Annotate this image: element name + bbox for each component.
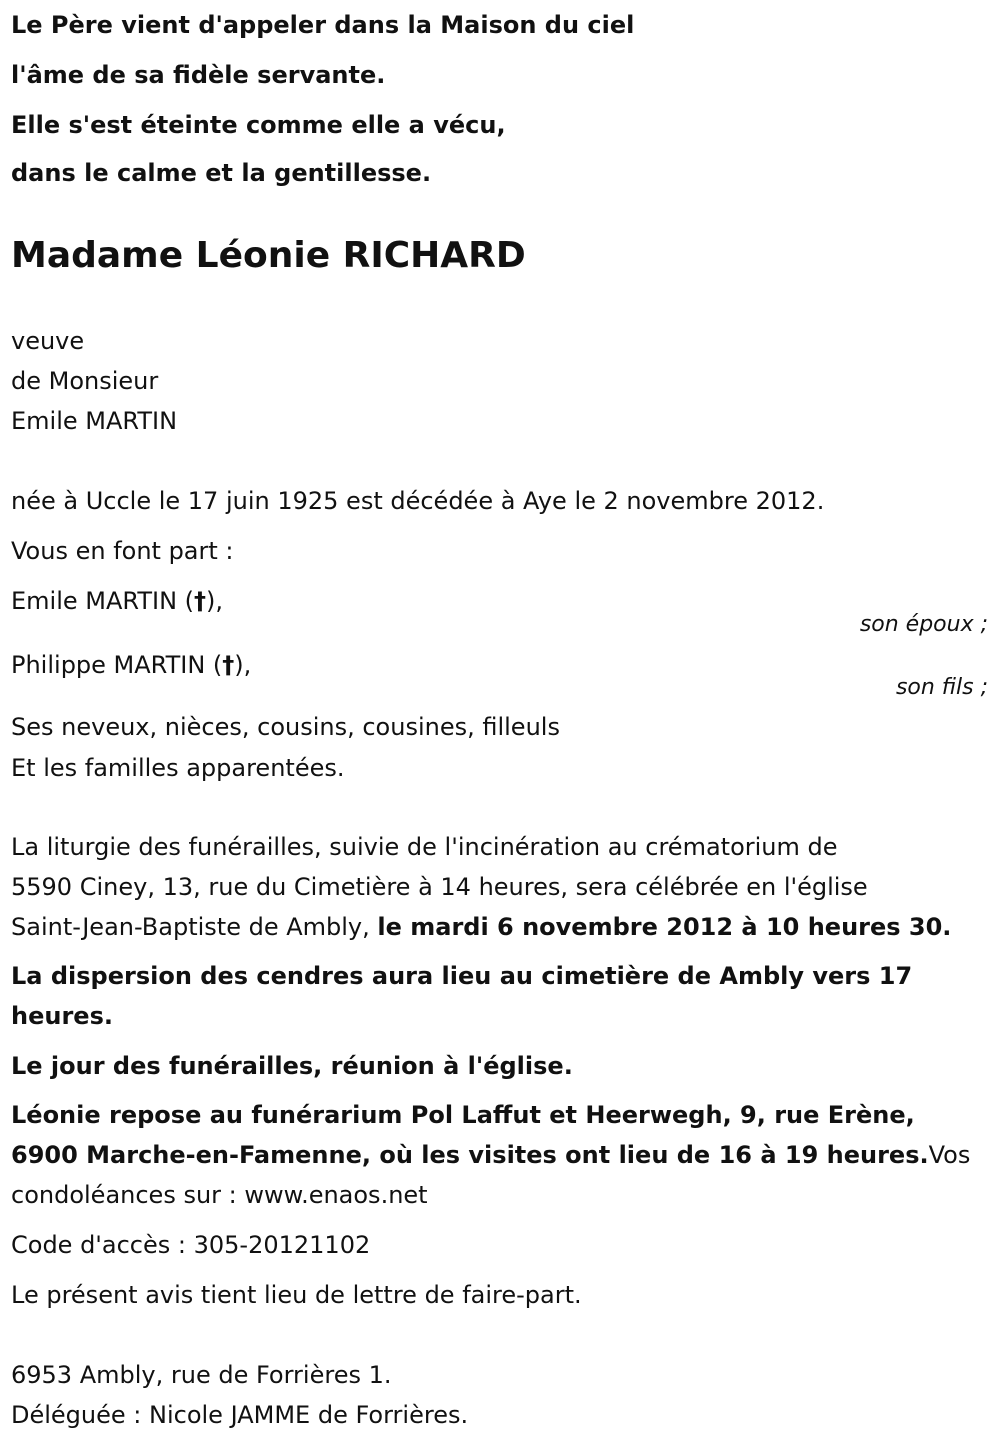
widow-line: Emile MARTIN xyxy=(11,407,178,435)
address-line: 6953 Ambly, rue de Forrières 1. xyxy=(11,1361,392,1389)
meeting-line: Le jour des funérailles, réunion à l'église. xyxy=(11,1052,573,1080)
dispersion-line: heures. xyxy=(11,1002,113,1030)
ceremony-date: le mardi 6 novembre 2012 à 10 heures 30. xyxy=(377,913,952,941)
intro-line: Elle s'est éteinte comme elle a vécu, xyxy=(11,111,506,139)
family-member-name: Emile MARTIN (†), xyxy=(11,587,224,615)
cross-icon: † xyxy=(194,587,207,615)
liturgy-line: La liturgie des funérailles, suivie de l'incinération au crématorium de xyxy=(11,833,838,861)
liturgy-line: 5590 Ciney, 13, rue du Cimetière à 14 heures, sera célébrée en l'église xyxy=(11,873,868,901)
repose-line: 6900 Marche-en-Famenne, où les visites ont lieu de 16 à 19 heures.Vos xyxy=(11,1141,971,1169)
widow-line: veuve xyxy=(11,327,85,355)
relatives-line: Et les familles apparentées. xyxy=(11,754,345,782)
intro-line: l'âme de sa fidèle servante. xyxy=(11,61,386,89)
delegate-line: Déléguée : Nicole JAMME de Forrières. xyxy=(11,1401,469,1429)
dispersion-line: La dispersion des cendres aura lieu au cimetière de Ambly vers 17 xyxy=(11,962,913,990)
cross-icon: † xyxy=(222,651,235,679)
notice-line: Le présent avis tient lieu de lettre de faire-part. xyxy=(11,1281,582,1309)
relatives-line: Ses neveux, nièces, cousins, cousines, filleuls xyxy=(11,713,560,741)
intro-line: Le Père vient d'appeler dans la Maison du ciel xyxy=(11,11,635,39)
condolences-line: condoléances sur : www.enaos.net xyxy=(11,1181,428,1209)
widow-line: de Monsieur xyxy=(11,367,159,395)
birth-death-line: née à Uccle le 17 juin 1925 est décédée à Aye le 2 novembre 2012. xyxy=(11,487,825,515)
family-relation: son fils ; xyxy=(895,675,988,700)
family-relation: son époux ; xyxy=(859,612,988,637)
liturgy-line: Saint-Jean-Baptiste de Ambly, le mardi 6 novembre 2012 à 10 heures 30. xyxy=(11,913,952,941)
family-member-name: Philippe MARTIN (†), xyxy=(11,651,252,679)
intro-line: dans le calme et la gentillesse. xyxy=(11,159,432,187)
deceased-name: Madame Léonie RICHARD xyxy=(11,235,526,276)
access-code: Code d'accès : 305-20121102 xyxy=(11,1231,371,1259)
repose-line: Léonie repose au funérarium Pol Laffut et Heerwegh, 9, rue Erène, xyxy=(11,1101,915,1129)
announce-line: Vous en font part : xyxy=(11,537,234,565)
